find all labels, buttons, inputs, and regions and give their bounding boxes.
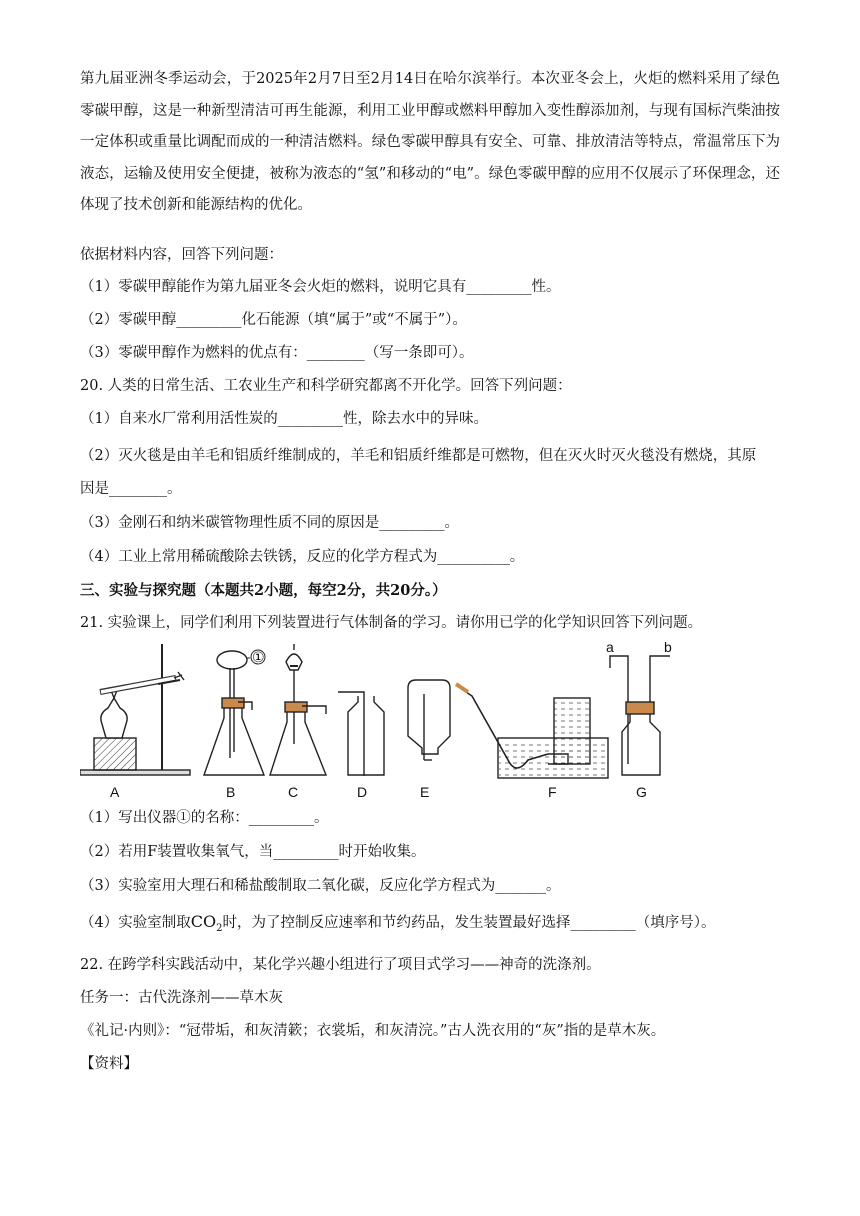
- q19-item-3: （3）零碳甲醇作为燃料的优点有：________（写一条即可）。: [80, 345, 474, 361]
- q22-resource: 【资料】: [80, 1056, 138, 1072]
- apparatus-b: [204, 650, 265, 775]
- q20-item-4: （4）工业上常用稀硫酸除去铁锈，反应的化学方程式为__________。: [80, 549, 525, 565]
- q19-lead: 依据材料内容，回答下列问题：: [80, 247, 283, 263]
- q22-task-1: 任务一：古代洗涤剂——草木灰: [80, 990, 283, 1006]
- apparatus-d: [338, 692, 384, 776]
- apparatus-svg: [80, 640, 690, 802]
- q20-item-2: （2）灭火毯是由羊毛和铝质纤维制成的，羊毛和铝质纤维都是可燃物，但在灭火时灭火毯没有燃烧，其原: [80, 448, 757, 464]
- apparatus-a: [80, 644, 190, 775]
- q21-item-1: （1）写出仪器①的名称：_________。: [80, 810, 329, 826]
- co2-subscript: 2: [216, 922, 223, 934]
- q19-item-2: （2）零碳甲醇_________化石能源（填“属于”或“不属于”）。: [80, 312, 467, 328]
- q22-quote: 《礼记·内则》：“冠带垢，和灰清簌；衣裳垢，和灰清浣。”古人洗衣用的“灰”指的是草木灰。: [80, 1023, 666, 1039]
- q20-item-2-cont: 因是________。: [80, 481, 182, 497]
- q20-title: 20. 人类的日常生活、工农业生产和科学研究都离不开化学。回答下列问题：: [80, 378, 572, 394]
- q19-item-1: （1）零碳甲醇能作为第九届亚冬会火炬的燃料，说明它具有_________性。: [80, 279, 561, 295]
- q20-item-1: （1）自来水厂常利用活性炭的_________性，除去水中的异味。: [80, 411, 488, 427]
- label-b: B: [226, 784, 236, 800]
- q21-item-3: （3）实验室用大理石和稀盐酸制取二氧化碳，反应化学方程式为_______。: [80, 878, 561, 894]
- q21-item-4-post: 时，为了控制反应速率和节约药品，发生装置最好选择_________（填序号）。: [222, 915, 716, 931]
- label-a: A: [110, 784, 120, 800]
- port-a-label: a: [606, 640, 614, 655]
- q21-item-2: （2）若用F装置收集氧气，当_________时开始收集。: [80, 844, 426, 860]
- intro-paragraph: 第九届亚洲冬季运动会，于2025年2月7日至2月14日在哈尔滨举行。本次亚冬会上，火炬的燃料采用了绿色零碳甲醇，这是一种新型清洁可再生能源，利用工业甲醇或燃料甲醇加入变性醇添加剂，与现有国标汽柴油按一定体积或重量比调配而成的一种清洁燃料。绿色零碳甲醇具有安全、可靠、排放清洁等特点，常温常压下为液态，运输及使用安全便捷，被称为液态的“氢”和移动的“电”。绿色零碳甲醇的应用不仅展示了环保理念，还体现了技术创新和能源结构的优化。: [80, 71, 780, 213]
- label-d: D: [357, 784, 368, 800]
- q21-item-4-pre: （4）实验室制取: [80, 915, 191, 931]
- port-b-label: b: [664, 640, 672, 655]
- label-e: E: [420, 784, 430, 800]
- co2-formula: CO: [190, 912, 217, 931]
- apparatus-figure: [80, 640, 690, 802]
- label-g: G: [636, 784, 647, 800]
- q21-title: 21. 实验课上，同学们利用下列装置进行气体制备的学习。请你用已学的化学知识回答下列问题。: [80, 615, 703, 631]
- apparatus-c: [270, 644, 326, 775]
- apparatus-f: [456, 684, 608, 778]
- q21-item-4: [80, 912, 780, 939]
- apparatus-g: [610, 656, 670, 775]
- label-f: F: [548, 784, 557, 800]
- q20-item-3: （3）金刚石和纳米碳管物理性质不同的原因是_________。: [80, 515, 459, 531]
- label-c: C: [288, 784, 299, 800]
- section-3-heading: 三、实验与探究题（本题共2小题，每空2分，共20分。）: [80, 582, 447, 599]
- q22-title: 22. 在跨学科实践活动中，某化学兴趣小组进行了项目式学习——神奇的洗涤剂。: [80, 957, 601, 973]
- apparatus-e: [408, 680, 450, 760]
- marker-1: ①: [252, 649, 265, 665]
